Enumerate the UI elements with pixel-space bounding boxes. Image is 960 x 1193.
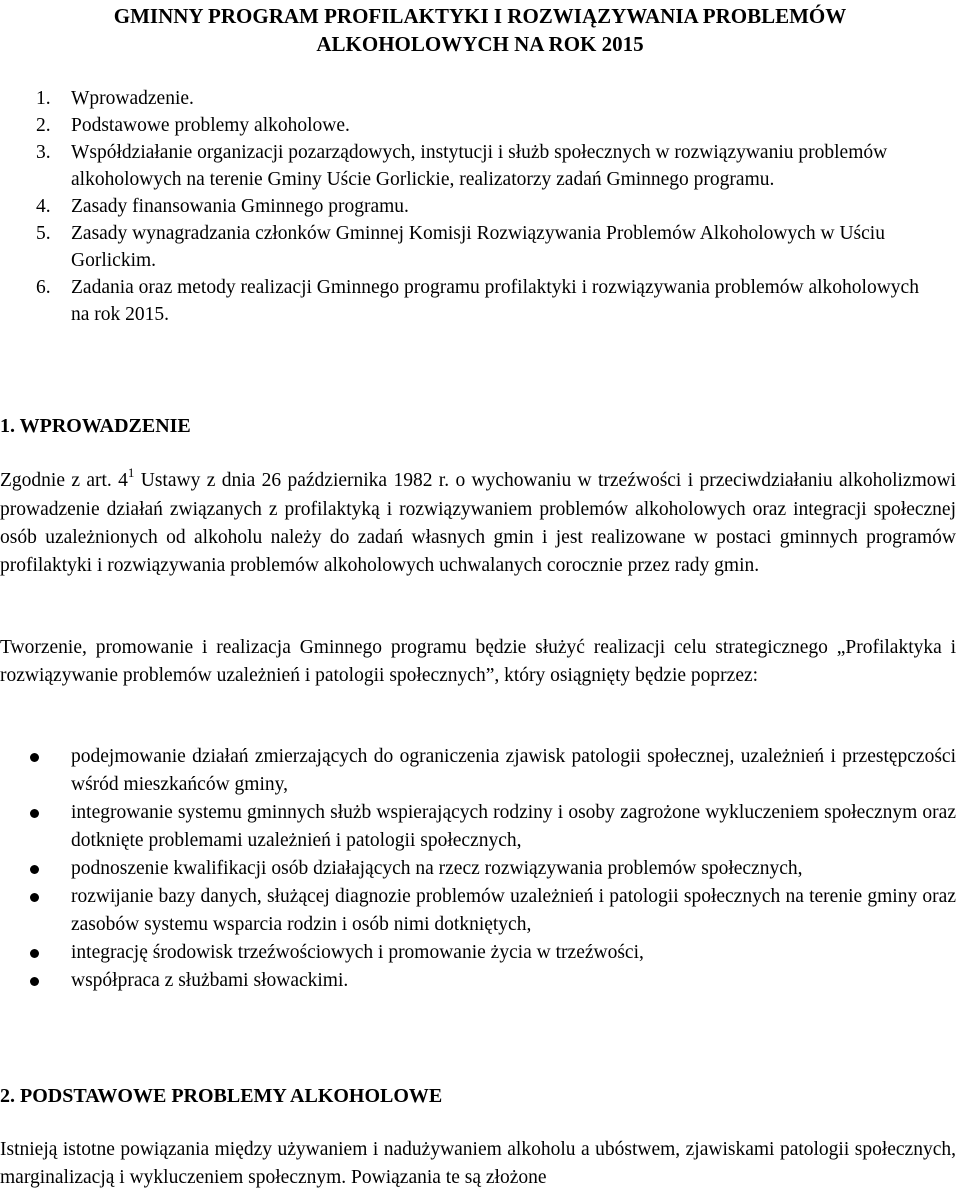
toc-item bbox=[36, 85, 936, 112]
toc-item-number: 4. bbox=[36, 196, 51, 217]
bullet-icon bbox=[30, 753, 39, 762]
bullet-icon bbox=[30, 865, 39, 874]
table-of-contents bbox=[36, 85, 936, 328]
toc-item bbox=[36, 274, 936, 328]
section-heading-basic-problems: 2. PODSTAWOWE PROBLEMY ALKOHOLOWE bbox=[0, 1085, 443, 1107]
document-title-line-1: GMINNY PROGRAM PROFILAKTYKI I ROZWIĄZYWANIA PROBLEMÓW bbox=[113, 4, 847, 28]
list-item-text: rozwijanie bazy danych, służącej diagnozie problemów uzależnień i patologii społecznych na terenie gminy oraz zasobów systemu wsparcia rodzin i osób nimi dotkniętych, bbox=[71, 886, 956, 935]
toc-item-number: 2. bbox=[36, 115, 51, 136]
superscript: 1 bbox=[127, 465, 135, 480]
list-item bbox=[0, 967, 956, 995]
toc-item-text: Wprowadzenie. bbox=[71, 88, 194, 109]
list-item bbox=[0, 799, 956, 855]
toc-item bbox=[36, 193, 936, 220]
list-item bbox=[0, 855, 956, 883]
list-item bbox=[0, 883, 956, 939]
toc-item-text: Podstawowe problemy alkoholowe. bbox=[71, 115, 350, 136]
bullet-icon bbox=[30, 977, 39, 986]
basic-problems-paragraph: Istnieją istotne powiązania między używaniem i nadużywaniem alkoholu a ubóstwem, zjawiskami patologii społecznych, marginalizacją i wykluczeniem społecznym. Powiązania te są złożone bbox=[0, 1139, 956, 1188]
list-item-text: integrowanie systemu gminnych służb wspierających rodziny i osoby zagrożone wykluczeniem społecznym oraz dotknięte problemami uzależnień i patologii społecznych, bbox=[71, 802, 956, 851]
toc-item bbox=[36, 112, 936, 139]
goal-paragraph: Tworzenie, promowanie i realizacja Gminnego programu będzie służyć realizacji celu strategicznego „Profilaktyka i rozwiązywanie problemów uzależnień i patologii społecznych”, który osiągnięty będzie poprzez: bbox=[0, 637, 956, 686]
list-item bbox=[0, 743, 956, 799]
goals-bullet-list bbox=[0, 743, 956, 995]
list-item-text: podnoszenie kwalifikacji osób działających na rzecz rozwiązywania problemów społecznych, bbox=[71, 858, 803, 879]
toc-item-text: Zasady wynagradzania członków Gminnej Komisji Rozwiązywania Problemów Alkoholowych w Uściu Gorlickim. bbox=[71, 223, 885, 271]
toc-item-number: 6. bbox=[36, 277, 51, 298]
paragraph-text: Zgodnie z art. 4 bbox=[0, 470, 128, 491]
bullet-icon bbox=[30, 949, 39, 958]
introduction-paragraph bbox=[0, 467, 956, 580]
list-item-text: współpraca z służbami słowackimi. bbox=[71, 970, 349, 991]
document-title-line-2: ALKOHOLOWYCH NA ROK 2015 bbox=[316, 32, 644, 56]
list-item-text: podejmowanie działań zmierzających do ograniczenia zjawisk patologii społecznej, uzależnień i przestępczości wśród mieszkańców gminy, bbox=[71, 746, 956, 795]
toc-item bbox=[36, 139, 936, 193]
section-heading-introduction: 1. WPROWADZENIE bbox=[0, 415, 191, 437]
list-item bbox=[0, 939, 956, 967]
bullet-icon bbox=[30, 893, 39, 902]
toc-item-number: 1. bbox=[36, 88, 51, 109]
paragraph-text: Ustawy z dnia 26 października 1982 r. o wychowaniu w trzeźwości i przeciwdziałaniu alkoholizmowi prowadzenie działań związanych z profilaktyką i rozwiązywaniem problemów alkoholowych oraz integracji społecznej osób uzależnionych od alkoholu należy do zadań własnych gmin i jest realizowane w postaci gminnych programów profilaktyki i rozwiązywania problemów alkoholowych uchwalanych corocznie przez rady gmin. bbox=[0, 470, 956, 576]
toc-item-text: Zasady finansowania Gminnego programu. bbox=[71, 196, 409, 217]
toc-item-text: Zadania oraz metody realizacji Gminnego programu profilaktyki i rozwiązywania problemów alkoholowych na rok 2015. bbox=[71, 277, 919, 325]
bullet-icon bbox=[30, 809, 39, 818]
toc-item-number: 3. bbox=[36, 142, 51, 163]
toc-item bbox=[36, 220, 936, 274]
toc-item-number: 5. bbox=[36, 223, 51, 244]
toc-item-text: Współdziałanie organizacji pozarządowych, instytucji i służb społecznych w rozwiązywaniu problemów alkoholowych na terenie Gminy Uście Gorlickie, realizatorzy zadań Gminnego programu. bbox=[71, 142, 888, 190]
list-item-text: integrację środowisk trzeźwościowych i promowanie życia w trzeźwości, bbox=[71, 942, 644, 963]
